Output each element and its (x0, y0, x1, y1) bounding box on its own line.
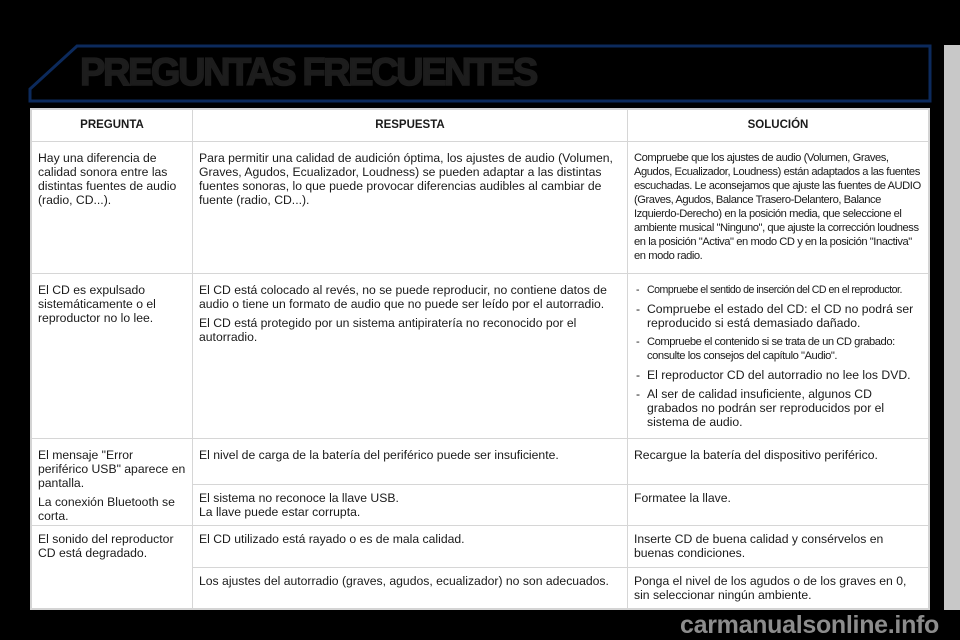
solution-item: - El reproductor CD del autorradio no lee los DVD. (634, 368, 922, 382)
question-cell (32, 439, 193, 525)
response-cell: El nivel de carga de la batería del periférico puede ser insuficiente. (193, 439, 628, 484)
header-respuesta: RESPUESTA (193, 110, 628, 141)
response-cell: El CD utilizado está rayado o es de mala calidad. (193, 526, 628, 567)
answer-subrow (193, 526, 928, 567)
response-text: La llave puede estar corrupta. (199, 505, 361, 520)
solution-cell: Inserte CD de buena calidad y consérvelos en buenas condiciones. (634, 532, 884, 560)
watermark-text: carmanualsonline.info (680, 611, 940, 639)
header-pregunta: PREGUNTA (32, 110, 193, 141)
header-solucion: SOLUCIÓN (747, 119, 809, 131)
faq-table (30, 108, 930, 610)
solution-list (634, 283, 922, 429)
side-strip (944, 45, 960, 610)
answer-subrow (193, 439, 928, 484)
answer-subrow (193, 567, 928, 608)
response-text: Para permitir una calidad de audición óptima, los ajustes de audio (Volumen, Graves, Agudos, Ecualizador, Loudness) se pueden adaptar a las distintas fuentes sonoras, lo que puede provocar diferencias audibles al cambiar de fuente (radio, CD...). (199, 151, 613, 207)
answer-group (193, 526, 928, 608)
solution-item: - Compruebe el sentido de inserción del CD en el reproductor. (634, 283, 922, 297)
response-text: El sistema no reconoce la llave USB. (199, 491, 399, 506)
solution-item: - Al ser de calidad insuficiente, algunos CD grabados no podrán ser reproducidos por el sistema de audio. (634, 387, 922, 429)
solution-item: - Compruebe el estado del CD: el CD no podrá ser reproducido si está demasiado dañado. (634, 302, 922, 330)
solution-cell (628, 142, 928, 273)
question-text: La conexión Bluetooth se corta. (38, 495, 175, 523)
question-cell: Hay una diferencia de calidad sonora entre las distintas fuentes de audio (radio, CD...). (32, 142, 193, 273)
table-row (32, 526, 928, 608)
answer-group (193, 439, 928, 525)
response-text: El CD está colocado al revés, no se puede reproducir, no contiene datos de audio o tiene un formato de audio que no puede ser leído por el autorradio. (199, 283, 607, 311)
response-cell (193, 142, 628, 273)
response-cell (193, 485, 628, 525)
response-cell (193, 274, 628, 438)
solution-item: - Compruebe el contenido si se trata de un CD grabado: consulte los consejos del capítulo "Audio". (634, 335, 922, 363)
table-row (32, 439, 928, 526)
question-cell: El CD es expulsado sistemáticamente o el reproductor no lo lee. (32, 274, 193, 438)
response-text: El CD está protegido por un sistema antipiratería no reconocido por el autorradio. (199, 316, 577, 344)
page-title: PREGUNTAS FRECUENTES (80, 51, 536, 95)
solution-cell: Ponga el nivel de los agudos o de los graves en 0, sin seleccionar ningún ambiente. (634, 574, 907, 602)
table-row (32, 142, 928, 274)
response-cell: Los ajustes del autorradio (graves, agudos, ecualizador) no son adecuados. (193, 568, 628, 608)
question-cell: El sonido del reproductor CD está degradado. (32, 526, 193, 608)
title-banner (0, 0, 960, 110)
solution-cell: Formatee la llave. (634, 491, 731, 506)
solution-text: Compruebe que los ajustes de audio (Volumen, Graves, Agudos, Ecualizador, Loudness) están adaptados a las fuentes escuchadas. Le aconsejamos que ajuste las fuentes de AUDIO (Graves, Agudos, Balance Trasero-Delantero, Balance Izquierdo-Derecho) en la posición media, que seleccione el ambiente musical "Ninguno", que ajuste la corrección loudness en la posición "Activa" en modo CD y en la posición "Inactiva" en modo radio. (634, 152, 921, 262)
question-text: El mensaje "Error periférico USB" aparece en pantalla. (38, 448, 186, 490)
solution-cell (628, 274, 928, 438)
table-row (32, 274, 928, 439)
solution-cell: Recargue la batería del dispositivo periférico. (634, 448, 878, 462)
answer-subrow (193, 484, 928, 525)
table-header-row (32, 110, 928, 142)
